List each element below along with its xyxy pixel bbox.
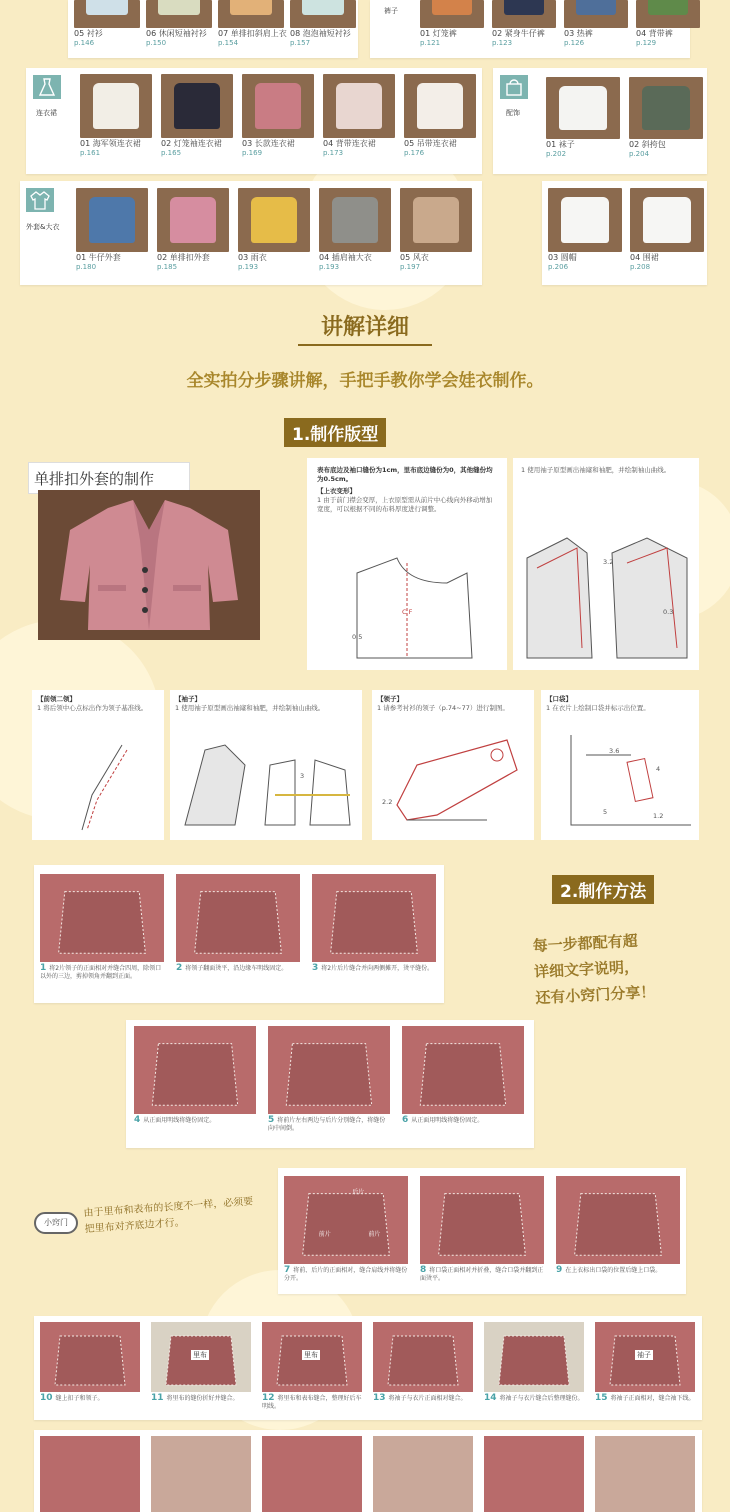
step-text: 将里布和表布缝合，整理好后车明线。	[262, 1395, 362, 1410]
item-page: p.185	[157, 263, 178, 271]
catalog-item[interactable]	[242, 74, 314, 158]
pattern-panel-6	[541, 690, 699, 840]
step-number: 12	[262, 1393, 275, 1403]
step-photo	[262, 1322, 362, 1392]
catalog-item[interactable]	[146, 0, 212, 48]
item-page: p.180	[76, 263, 97, 271]
catalog-item[interactable]	[319, 188, 391, 272]
step-caption	[134, 1116, 256, 1125]
step-photo	[595, 1436, 695, 1512]
step-caption	[40, 1394, 140, 1403]
step-number: 14	[484, 1393, 497, 1403]
step-number: 8	[420, 1265, 427, 1275]
category-label: 裤子	[384, 7, 398, 15]
catalog-item[interactable]	[218, 0, 287, 48]
item-page: p.197	[400, 263, 421, 271]
step-text: 将袖子与衣片缝合后整理缝份。	[499, 1395, 584, 1402]
step-item	[268, 1026, 390, 1133]
bag-icon	[500, 75, 528, 99]
tip-text: 由于里布和表布的长度不一样，必须要把里布对齐底边才行。	[83, 1196, 254, 1236]
dim-label: 1.2	[653, 812, 664, 820]
item-label: 05 衬衫	[74, 29, 103, 38]
step-text: 缝上扣子和领子。	[55, 1395, 104, 1402]
item-page: p.173	[323, 149, 344, 157]
item-label: 01 牛仔外套	[76, 253, 121, 262]
dress-icon	[33, 75, 61, 99]
step-text: 将2片后片缝合并向两侧摊开，烫平缝份。	[321, 965, 434, 972]
catalog-item[interactable]	[492, 0, 556, 48]
step-photo	[151, 1436, 251, 1512]
pattern-diagram	[517, 528, 697, 668]
item-label: 01 灯笼裤	[420, 29, 457, 38]
item-page: p.123	[492, 39, 513, 47]
garment-photo	[157, 188, 229, 252]
item-label: 04 插肩袖大衣	[319, 253, 372, 262]
panel-text: 1 将后领中心点标出作为领子基准线。	[37, 704, 148, 712]
step-photo-img	[40, 1436, 140, 1512]
step-photo-img	[151, 1436, 251, 1512]
item-label: 05 风衣	[400, 253, 429, 262]
panel-title: 【前领二领】	[37, 695, 76, 703]
item-page: p.129	[636, 39, 657, 47]
step-number: 7	[284, 1265, 291, 1275]
cf-label: C F	[402, 608, 413, 616]
step-photo	[373, 1436, 473, 1512]
dim-label: 4	[656, 765, 661, 773]
item-page: p.146	[74, 39, 95, 47]
step-item	[134, 1026, 256, 1125]
garment-photo	[74, 0, 140, 28]
tip-badge: 小窍门	[34, 1212, 78, 1234]
step-photo	[402, 1026, 524, 1114]
step-number: 4	[134, 1115, 141, 1125]
garment-photo	[404, 74, 476, 138]
step-caption	[312, 964, 436, 973]
garment-photo	[629, 77, 703, 139]
step-number: 9	[556, 1265, 563, 1275]
item-page: p.193	[238, 263, 259, 271]
step-item	[373, 1322, 473, 1403]
step-item	[262, 1322, 362, 1411]
item-label: 03 热裤	[564, 29, 593, 38]
catalog-item[interactable]	[157, 188, 229, 272]
step-text: 将2片领子的正面相对并缝合四周，除领口以外的三边，剪掉领角并翻到正面。	[40, 965, 162, 980]
step-photo	[134, 1026, 256, 1114]
step-item	[595, 1322, 695, 1403]
step-item	[176, 874, 300, 973]
step-number: 11	[151, 1393, 164, 1403]
step-photo	[556, 1176, 680, 1264]
catalog-item[interactable]	[80, 74, 152, 158]
step-text: 将前片左右两边与后片分别缝合，将缝份向中间倒。	[268, 1117, 386, 1132]
step-text: 将口袋正面相对并折叠，缝合口袋并翻到正面烫平。	[420, 1267, 544, 1282]
garment-photo	[630, 188, 704, 252]
step-number: 3	[312, 963, 319, 973]
item-page: p.204	[629, 150, 650, 158]
catalog-item[interactable]	[564, 0, 628, 48]
step-photo	[595, 1322, 695, 1392]
photo-label: 里布	[304, 1351, 318, 1359]
section-title: 讲解详细	[320, 315, 409, 340]
garment-photo	[290, 0, 356, 28]
panel-title: 【上衣变形】	[317, 487, 356, 495]
catalog-item[interactable]	[400, 188, 472, 272]
step-text: 将前、后片的正面相对，缝合肩线并将缝份分开。	[284, 1267, 408, 1282]
catalog-item[interactable]	[161, 74, 233, 158]
step-number: 1	[40, 963, 47, 973]
step-photo	[484, 1322, 584, 1392]
step-number: 13	[373, 1393, 386, 1403]
step-item	[312, 874, 436, 973]
step-caption	[420, 1266, 544, 1283]
step-caption	[262, 1394, 362, 1411]
step-caption	[268, 1116, 390, 1133]
item-page: p.161	[80, 149, 101, 157]
step-item	[284, 1176, 408, 1283]
note-line: 每一步都配有超	[532, 931, 639, 956]
pattern-diagram	[175, 735, 360, 835]
item-label: 02 单排扣外套	[157, 253, 210, 262]
step-photo	[40, 1322, 140, 1392]
step-photo	[373, 1322, 473, 1392]
step-photo	[484, 1436, 584, 1512]
garment-photo	[80, 74, 152, 138]
catalog-item[interactable]	[548, 188, 622, 272]
step-photo	[176, 874, 300, 962]
garment-photo	[636, 0, 700, 28]
item-label: 07 单排扣斜肩上衣	[218, 29, 287, 38]
jacket-icon	[26, 188, 54, 212]
garment-photo	[548, 188, 622, 252]
item-page: p.150	[146, 39, 167, 47]
note-line: 还有小窍门分享！	[534, 982, 656, 1008]
item-label: 06 休闲短袖衬衫	[146, 29, 207, 38]
photo-label: 前片	[368, 1230, 381, 1238]
garment-photo	[161, 74, 233, 138]
item-page: p.208	[630, 263, 651, 271]
garment-photo	[564, 0, 628, 28]
step-caption	[151, 1394, 251, 1403]
garment-photo	[242, 74, 314, 138]
catalog-item[interactable]	[630, 188, 704, 272]
item-page: p.165	[161, 149, 182, 157]
step-text: 将里布的缝份折好并缝合。	[166, 1395, 239, 1402]
panel-note: 表布底边及袖口缝份为1cm，里布底边缝份为0，其他缝份均为0.5cm。	[317, 466, 493, 483]
panel-text: 1 在衣片上绘制口袋并标示出位置。	[546, 704, 650, 712]
step-photo	[268, 1026, 390, 1114]
pattern-panel-4	[170, 690, 362, 840]
step-caption	[176, 964, 300, 973]
coat-photo	[38, 490, 260, 640]
step-photo	[151, 1322, 251, 1392]
step-caption	[402, 1116, 524, 1125]
step-number: 2	[176, 963, 183, 973]
item-label: 04 背带连衣裙	[323, 139, 376, 148]
catalog-item[interactable]	[76, 188, 148, 272]
item-page: p.154	[218, 39, 239, 47]
step-item	[151, 1322, 251, 1403]
garment-photo	[218, 0, 284, 28]
dim-label: 0.3	[663, 608, 674, 616]
garment-photo	[319, 188, 391, 252]
garment-photo	[420, 0, 484, 28]
pattern-diagram	[546, 730, 696, 835]
catalog-item[interactable]	[238, 188, 310, 272]
catalog-item[interactable]	[74, 0, 140, 48]
pattern-panel-3	[32, 690, 164, 840]
step-caption	[595, 1394, 695, 1403]
photo-label: 里布	[193, 1351, 207, 1359]
item-label: 01 海军领连衣裙	[80, 139, 141, 148]
step-item	[420, 1176, 544, 1283]
pattern-diagram	[377, 725, 532, 835]
step-item	[402, 1026, 524, 1125]
item-label: 05 吊带连衣裙	[404, 139, 457, 148]
dim-label: 3.2	[603, 558, 614, 566]
garment-photo	[76, 188, 148, 252]
panel-text: 1 使用袖子原型画出袖窿和袖肥，并绘制袖山曲线。	[175, 704, 325, 712]
item-label: 03 长款连衣裙	[242, 139, 295, 148]
item-label: 02 斜挎包	[629, 140, 666, 149]
garment-photo	[400, 188, 472, 252]
step-text: 将袖子正面相对，缝合袖下线。	[610, 1395, 695, 1402]
panel-text: 1 请参考衬衫的领子（p.74~77）进行制图。	[377, 704, 509, 712]
item-label: 04 背带裤	[636, 29, 673, 38]
item-label: 03 雨衣	[238, 253, 267, 262]
note-line: 详细文字说明，	[533, 957, 640, 982]
item-label: 02 灯笼袖连衣裙	[161, 139, 222, 148]
step-photo-img	[595, 1436, 695, 1512]
step-photo-img	[373, 1436, 473, 1512]
step-text: 将袖子与衣片正面相对缝合。	[388, 1395, 467, 1402]
item-label: 08 泡泡袖短衬衫	[290, 29, 351, 38]
step-item	[40, 874, 164, 981]
catalog-item[interactable]	[546, 77, 620, 159]
step-caption	[556, 1266, 680, 1275]
item-page: p.206	[548, 263, 569, 271]
catalog-item[interactable]	[290, 0, 356, 48]
photo-label: 前片	[318, 1230, 331, 1238]
garment-photo	[323, 74, 395, 138]
photo-label: 后片	[352, 1188, 365, 1196]
coat-title: 单排扣外套的制作	[34, 470, 155, 488]
step-text: 将领子翻面烫平，沿边缘车明线固定。	[185, 965, 288, 972]
step-number: 6	[402, 1115, 409, 1125]
item-page: p.157	[290, 39, 311, 47]
item-page: p.193	[319, 263, 340, 271]
panel-text: 1 使用袖子原型画出袖窿和袖肥，并绘制袖山曲线。	[521, 466, 671, 474]
step-number: 15	[595, 1393, 608, 1403]
step-text: 从正面用明线将缝份固定。	[143, 1117, 216, 1124]
title-divider	[298, 344, 432, 346]
item-page: p.126	[564, 39, 585, 47]
catalog-item[interactable]	[404, 74, 476, 158]
pattern-diagram	[52, 735, 152, 835]
step-tag-method: 2.制作方法	[552, 875, 654, 904]
dim-label: 3	[300, 772, 305, 780]
step-caption	[484, 1394, 584, 1403]
item-page: p.169	[242, 149, 263, 157]
step-caption	[40, 964, 164, 981]
photo-label: 袖子	[637, 1351, 651, 1359]
step-photo	[40, 1436, 140, 1512]
step-photo	[284, 1176, 408, 1264]
step-tag-pattern: 1.制作版型	[284, 418, 386, 447]
pattern-panel-5	[372, 690, 534, 840]
garment-photo	[146, 0, 212, 28]
pattern-panel-2	[513, 458, 699, 670]
panel-text: 1 由于前门襟会变厚，上衣原型需从前片中心线向外移动增加宽度，可以根据不同的布料厚度进行调整。	[317, 496, 493, 513]
step-photo	[420, 1176, 544, 1264]
step-photo	[312, 874, 436, 962]
step-photo	[262, 1436, 362, 1512]
item-page: p.176	[404, 149, 425, 157]
panel-title: 【袖子】	[175, 695, 201, 703]
step-item	[556, 1176, 680, 1275]
step-photo-img	[484, 1436, 584, 1512]
catalog-item[interactable]	[636, 0, 700, 48]
step-photo	[40, 874, 164, 962]
panel-title: 【口袋】	[546, 695, 572, 703]
step-caption	[284, 1266, 408, 1283]
step-caption	[373, 1394, 473, 1403]
item-label: 01 袜子	[546, 140, 575, 149]
category-label: 连衣裙	[36, 109, 57, 117]
item-label: 04 围裙	[630, 253, 659, 262]
item-page: p.202	[546, 150, 567, 158]
item-page: p.121	[420, 39, 441, 47]
item-label: 02 紧身牛仔裤	[492, 29, 545, 38]
panel-title: 【领子】	[377, 695, 403, 703]
step-item	[484, 1322, 584, 1403]
dim-label: 5	[603, 808, 608, 816]
category-label: 外套&大衣	[26, 223, 60, 231]
dim-label: 2.2	[382, 798, 393, 806]
catalog-item[interactable]	[629, 77, 703, 159]
section-subtitle: 全实拍分步骤讲解，手把手教你学会娃衣制作。	[186, 371, 544, 391]
garment-photo	[492, 0, 556, 28]
pattern-panel-1	[307, 458, 507, 670]
step-photo-img	[262, 1436, 362, 1512]
step-number: 10	[40, 1393, 53, 1403]
catalog-item[interactable]	[323, 74, 395, 158]
garment-photo	[238, 188, 310, 252]
item-label: 03 圆帽	[548, 253, 577, 262]
garment-photo	[546, 77, 620, 139]
step-text: 在上衣标出口袋的位置后缝上口袋。	[565, 1267, 662, 1274]
dim-label: 3.6	[609, 747, 620, 755]
catalog-item[interactable]	[420, 0, 484, 48]
step-item	[40, 1322, 140, 1403]
step-text: 从正面用明线将缝份固定。	[411, 1117, 484, 1124]
category-label: 配饰	[506, 109, 520, 117]
step-number: 5	[268, 1115, 275, 1125]
handwritten-note	[532, 927, 656, 1011]
dim-label: 0.5	[352, 633, 363, 641]
